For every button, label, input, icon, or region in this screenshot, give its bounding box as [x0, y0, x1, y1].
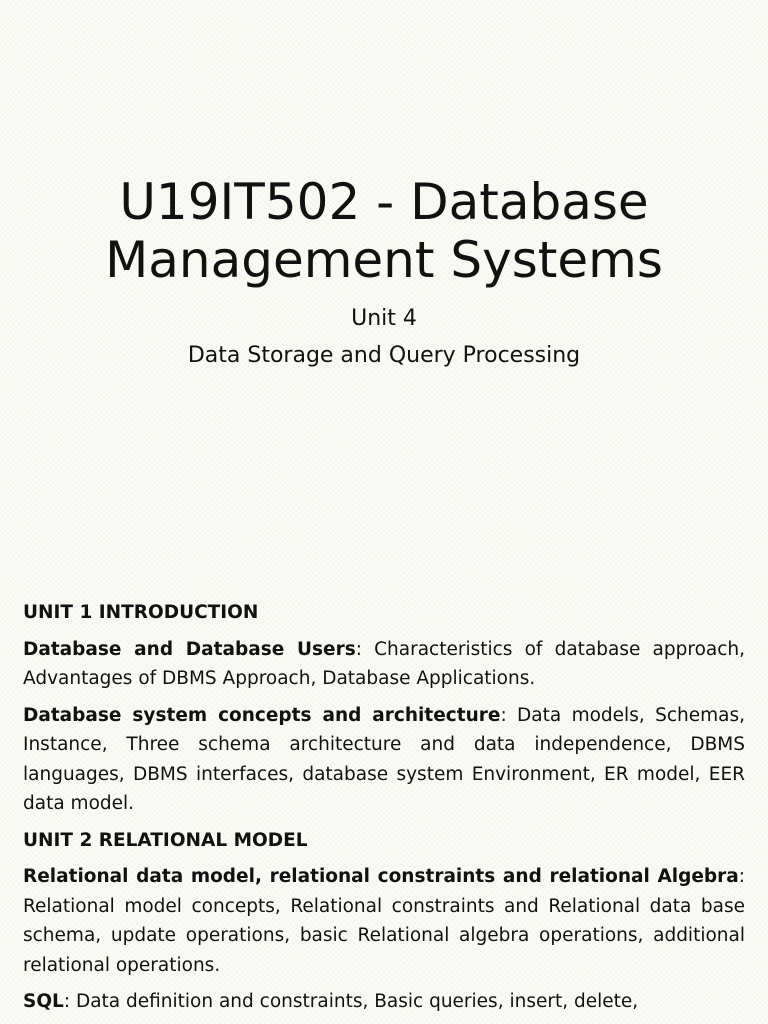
- unit-1-item-1: [23, 635, 745, 694]
- slide-title: [0, 173, 768, 289]
- unit-2-item-2: [23, 987, 745, 1017]
- unit-2-item-1: [23, 862, 745, 980]
- topic-subtitle: Data Storage and Query Processing: [187, 343, 581, 368]
- unit-2-item-2-term: SQL: [23, 991, 64, 1012]
- unit-2-item-1-desc: : Relational model concepts, Relational constraints and Relational data base schema, update operations, basic Relational algebra operations, additional relational operations.: [23, 866, 745, 976]
- slide-title-line-1: U19IT502 - Database: [119, 173, 649, 231]
- unit-2-heading: UNIT 2 RELATIONAL MODEL: [23, 829, 308, 851]
- unit-1-item-1-desc: : Characteristics of database approach, Advantages of DBMS Approach, Database Applications.: [23, 638, 745, 689]
- unit-1-item-2: [23, 701, 745, 819]
- unit-1-heading: UNIT 1 INTRODUCTION: [23, 602, 259, 623]
- syllabus-page: [23, 598, 745, 1024]
- unit-1-item-2-term: Database system concepts and architecture: [23, 704, 501, 726]
- unit-2-item-1-term: Relational data model, relational constraints and relational Algebra: [23, 866, 739, 887]
- slide-title-line-2: Management Systems: [105, 231, 663, 289]
- unit-1-item-1-term: Database and Database Users: [23, 638, 356, 660]
- unit-subtitle: Unit 4: [351, 306, 417, 331]
- unit-2-item-2-desc: : Data definition and constraints, Basic queries, insert, delete,: [63, 991, 639, 1012]
- unit-1-item-2-desc: : Data models, Schemas, Instance, Three schema architecture and data independence, DBMS languages, DBMS interfaces, database system Environment, ER model, EER data model.: [23, 704, 745, 814]
